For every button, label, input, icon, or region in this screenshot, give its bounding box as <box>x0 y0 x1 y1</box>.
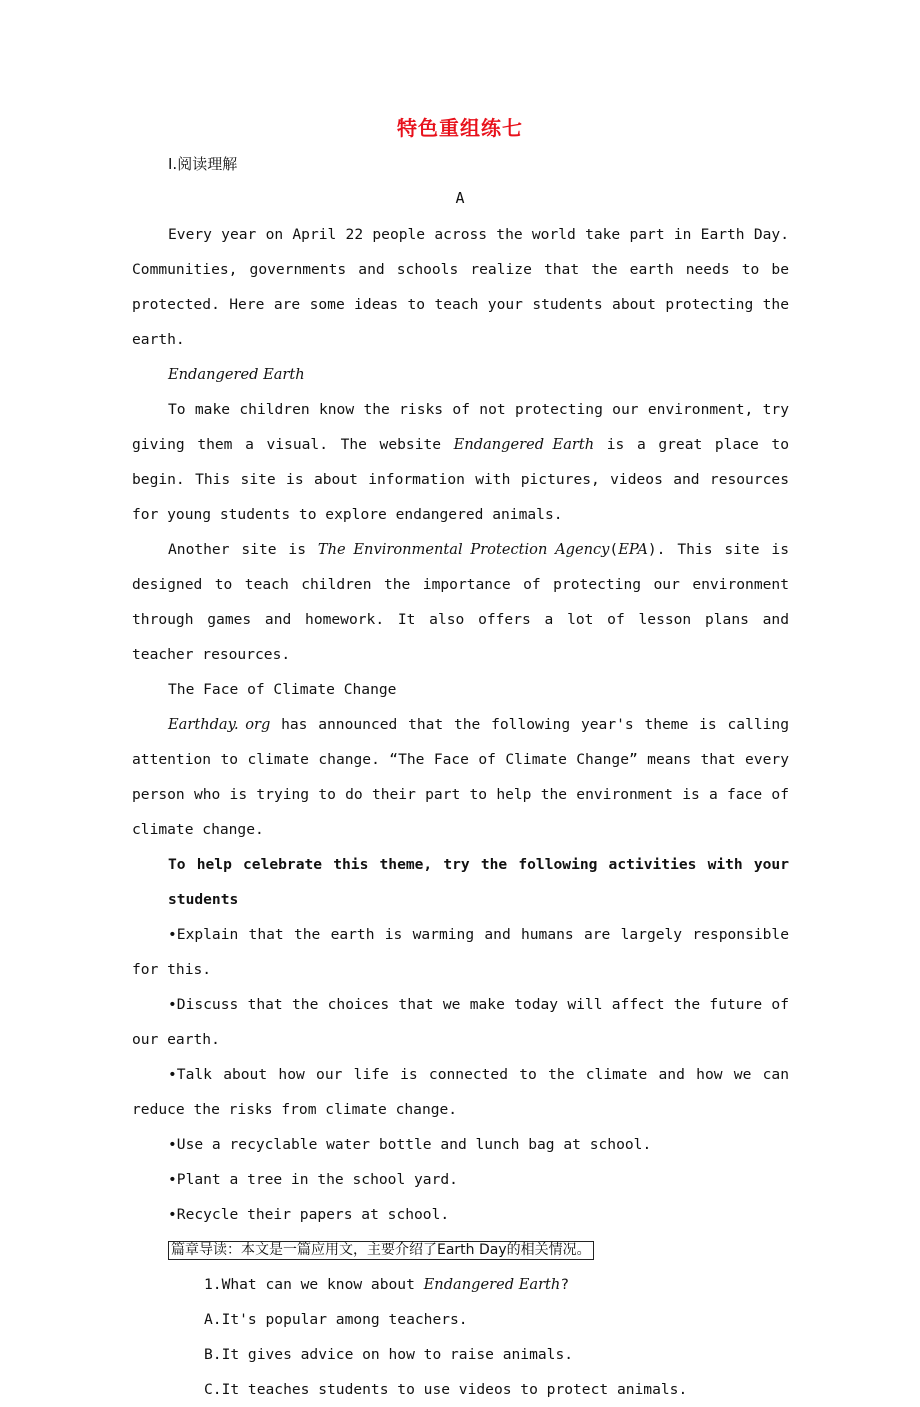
paragraph-epa <box>132 532 789 672</box>
paragraph-text: Another site is <box>168 541 318 558</box>
subheading-climate-change: The Face of Climate Change <box>168 681 397 698</box>
passage-guide-box: 篇章导读：本文是一篇应用文，主要介绍了Earth Day的相关情况。 <box>168 1241 594 1260</box>
site-abbreviation: EPA <box>618 541 648 558</box>
site-name: Endangered Earth <box>453 436 595 453</box>
paragraph-endangered-earth <box>132 392 789 532</box>
activity-item: •Recycle their papers at school. <box>168 1206 450 1223</box>
question-stem <box>132 1267 789 1302</box>
passage-body <box>132 217 789 1407</box>
passage-label: A <box>455 189 465 207</box>
option-a: A.It's popular among teachers. <box>204 1311 468 1328</box>
site-name: Earthday. org <box>168 716 271 733</box>
paragraph-text: is a great place to begin. This site is about information with pictures, videos and resources for young students to explore endangered animals. <box>132 436 789 523</box>
activity-item: •Talk about how our life is connected to the climate and how we can reduce the risks from climate change. <box>132 1066 789 1118</box>
question-site-name: Endangered Earth <box>423 1276 561 1293</box>
activity-item: •Use a recyclable water bottle and lunch bag at school. <box>168 1136 652 1153</box>
guide-line <box>132 1232 789 1267</box>
paragraph-climate-change <box>132 707 789 847</box>
activity-item: •Plant a tree in the school yard. <box>168 1171 458 1188</box>
option-c: C.It teaches students to use videos to protect animals. <box>204 1381 688 1398</box>
paragraph-text: To make children know the risks of not protecting our environment, try giving them a visual. The website <box>132 401 789 453</box>
question-text: 1.What can we know about <box>204 1276 424 1293</box>
activity-item: •Discuss that the choices that we make today will affect the future of our earth. <box>132 996 789 1048</box>
page-title: 特色重组练七 <box>397 116 523 140</box>
option-b: B.It gives advice on how to raise animals. <box>204 1346 574 1363</box>
activities-heading: To help celebrate this theme, try the following activities with your students <box>168 856 789 908</box>
section-heading: Ⅰ.阅读理解 <box>168 155 238 173</box>
intro-paragraph: Every year on April 22 people across the world take part in Earth Day. Communities, governments and schools realize that the earth needs to be protected. Here are some ideas to teach your students about protecting the earth. <box>132 226 789 348</box>
activity-item: •Explain that the earth is warming and humans are largely responsible for this. <box>132 926 789 978</box>
paragraph-text: ). This site is designed to teach children the importance of protecting our environment through games and homework. It also offers a lot of lesson plans and teacher resources. <box>132 541 789 663</box>
paragraph-text: has announced that the following year's theme is calling attention to climate change. “The Face of Climate Change” means that every person who is trying to do their part to help the environment is a face of climate change. <box>132 716 789 838</box>
paren: ( <box>609 541 619 558</box>
question-text: ? <box>560 1276 570 1293</box>
site-name: The Environmental Protection Agency <box>317 541 610 558</box>
subheading-endangered-earth: Endangered Earth <box>168 366 305 383</box>
